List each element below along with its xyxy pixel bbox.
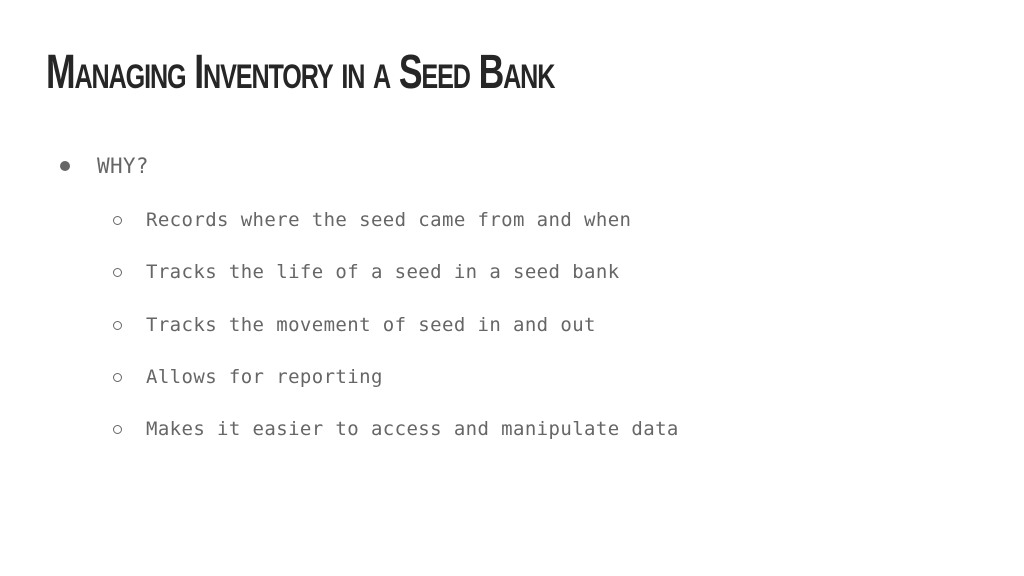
hollow-circle-bullet-icon [113,321,122,330]
sub-bullet-item [113,312,596,338]
hollow-circle-bullet-icon [113,268,122,277]
hollow-circle-bullet-icon [113,373,122,382]
sub-bullet-text: Records where the seed came from and when [146,209,632,231]
sub-bullet-text: Tracks the life of a seed in a seed bank [146,261,620,283]
sub-bullet-item [113,364,383,390]
sub-bullet-text: Allows for reporting [146,366,383,388]
hollow-circle-bullet-icon [113,425,122,434]
sub-bullet-item [113,207,631,233]
sub-bullet-text: Makes it easier to access and manipulate data [146,418,679,440]
sub-bullet-item [113,416,679,442]
bullet-text: WHY? [97,154,149,178]
filled-circle-bullet-icon [60,161,70,171]
hollow-circle-bullet-icon [113,216,122,225]
sub-bullet-item [113,259,620,285]
slide-title: Managing Inventory in a Seed Bank [46,46,555,99]
bullet-item-why [60,152,149,180]
sub-bullet-text: Tracks the movement of seed in and out [146,314,596,336]
